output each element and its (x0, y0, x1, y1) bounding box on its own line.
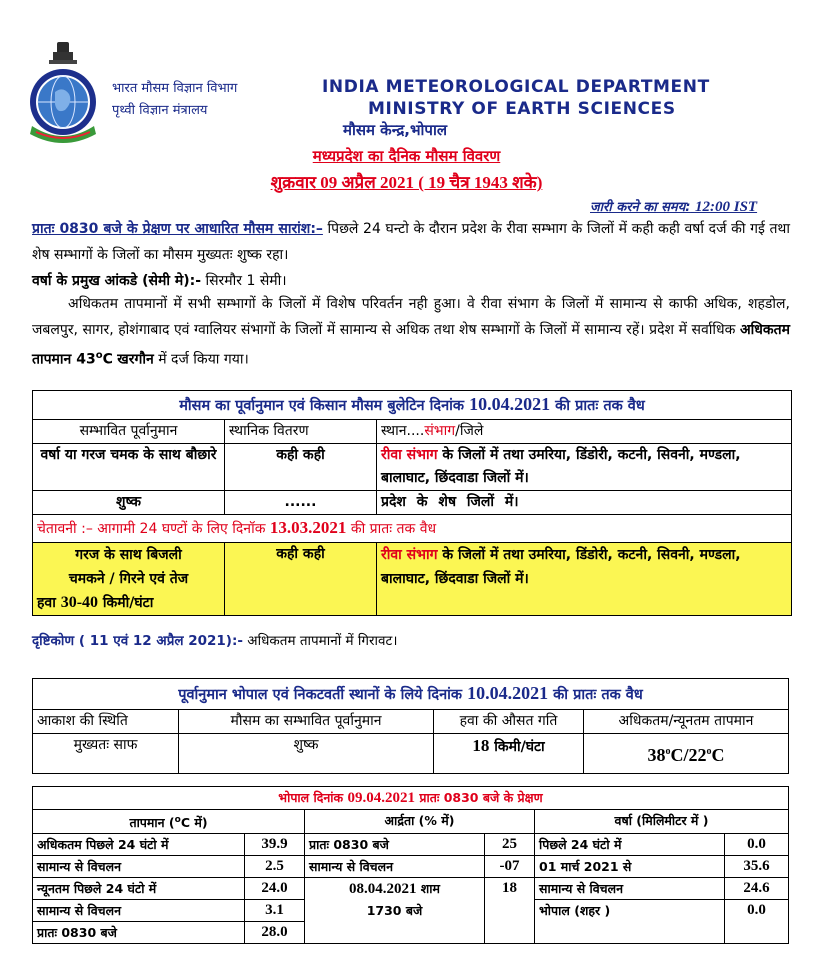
table-row (33, 878, 789, 900)
place-cell (377, 444, 792, 491)
place-cell: प्रदेश के शेष जिलों में। (377, 491, 792, 515)
rain-value: 0.0 (725, 900, 789, 944)
header-temperature (33, 810, 305, 834)
rain-label: सामान्य से विचलन (535, 878, 725, 900)
warning-title (33, 515, 792, 543)
header-distribution: स्थानिक वितरण (225, 420, 377, 444)
warning-division: रीवा संभाग (381, 547, 438, 563)
city-forecast-table (32, 678, 789, 774)
obs-title-suffix: प्रातः 0830 बजे के प्रेक्षण (415, 790, 543, 805)
city-title-text: पूर्वानुमान भोपाल एवं निकटवर्ती स्थानों के लिये दिनांक (178, 687, 468, 703)
warning-line3-a: हवा (37, 595, 61, 611)
celsius-unit: C (102, 351, 113, 368)
summary-heading: प्रातः 0830 बजे के प्रेक्षण पर आधारित मौसम सारांश:– (32, 221, 323, 237)
rainfall-text: सिरमौर 1 सेमी। (201, 273, 287, 289)
header-temperature: अधिकतम/न्यूनतम तापमान (584, 710, 789, 734)
forecast-title-date: 10.04.2021 (469, 394, 551, 414)
celsius-unit: C (711, 745, 725, 765)
warning-place-cell (377, 543, 792, 616)
rainfall-heading: वर्षा के प्रमुख आंकडे (सेमी मे):- (32, 273, 202, 289)
warning-suffix: की प्रातः तक वैध (346, 521, 437, 537)
obs-title (33, 787, 789, 810)
temp-label: न्यूनतम पिछले 24 घंटो में (33, 878, 245, 900)
header-place (377, 420, 792, 444)
obs-header-row (33, 810, 789, 834)
header-place-b: संभाग (424, 423, 456, 439)
rain-label: पिछले 24 घंटो में (535, 834, 725, 856)
city-title-row (33, 679, 789, 710)
temp-separator: / (683, 745, 689, 765)
wind-value (434, 734, 584, 774)
issue-time-label: जारी करने का समय: (590, 200, 691, 215)
header-humidity: आर्द्रता (% में) (305, 810, 535, 834)
outlook-text: अधिकतम तापमानों में गिरावट। (242, 633, 398, 649)
rain-label: भोपाल (शहर ) (535, 900, 725, 944)
obs-title-text: भोपाल दिनांक (278, 790, 348, 805)
header-wind: हवा की औसत गति (434, 710, 584, 734)
outlook-heading: दृष्टिकोण ( 11 एवं 12 अप्रैल 2021):- (32, 633, 243, 649)
forecast-title-suffix: की प्रातः तक वैध (550, 398, 645, 414)
issue-time (590, 197, 757, 216)
humidity-evening-label (305, 878, 485, 944)
header-rainfall: वर्षा (मिलिमीटर में ) (535, 810, 789, 834)
warning-text: चेतावनी :– आगामी 24 घण्टों के लिए दिनॉक (37, 521, 270, 537)
celsius-unit: C (180, 815, 190, 831)
forecast-header-row (33, 420, 792, 444)
temp-value: 24.0 (245, 878, 305, 900)
hindi-department-name (112, 78, 237, 122)
temp-label: प्रातः 0830 बजे (33, 922, 245, 944)
table-row (33, 734, 789, 774)
city-title (33, 679, 789, 710)
degree-symbol: o (706, 746, 712, 757)
temp-value: 28.0 (245, 922, 305, 944)
header-sky: आकाश की स्थिति (33, 710, 179, 734)
humidity-value: -07 (485, 856, 535, 878)
hindi-ministry-line: पृथ्वी विज्ञान मंत्रालय (112, 103, 208, 118)
degree-symbol: o (665, 746, 671, 757)
celsius-unit: C (670, 745, 684, 765)
temp-label: अधिकतम पिछले 24 घंटो में (33, 834, 245, 856)
distribution-cell: कही कही (225, 444, 377, 491)
temp-label: सामान्य से विचलन (33, 900, 245, 922)
max-temp: 38 (647, 745, 666, 765)
humidity-evening-word: शाम (416, 881, 441, 897)
temp-value: 39.9 (245, 834, 305, 856)
warning-title-row (33, 515, 792, 543)
table-row (33, 834, 789, 856)
temperature-value (584, 734, 789, 774)
warning-line3-c: किमी/घंटा (98, 595, 154, 611)
rain-value: 35.6 (725, 856, 789, 878)
warning-row (33, 543, 792, 616)
warning-forecast-cell (33, 543, 225, 616)
warning-line3 (37, 591, 220, 615)
max-temp-place: खरगौन (117, 351, 154, 368)
rain-label: 01 मार्च 2021 से (535, 856, 725, 878)
humidity-evening-time: 1730 बजे (366, 903, 423, 919)
min-temp: 22 (688, 745, 707, 765)
table-row (33, 856, 789, 878)
forecast-title (33, 391, 792, 420)
city-header-row (33, 710, 789, 734)
humidity-label: प्रातः 0830 बजे (305, 834, 485, 856)
bulletin-title: मध्यप्रदेश का दैनिक मौसम विवरण (312, 147, 501, 165)
warning-districts: के जिलों में तथा उमरिया, डिंडोरी, कटनी, सिवनी, मण्डला, बालाघाट, छिंदवाडा जिलों में। (381, 547, 741, 587)
observation-table (32, 786, 789, 944)
temp-value: 2.5 (245, 856, 305, 878)
temperature-text-end: में दर्ज किया गया। (153, 351, 249, 368)
table-row (33, 491, 792, 515)
forecast-title-row (33, 391, 792, 420)
warning-distribution: कही कही (225, 543, 377, 616)
warning-date: 13.03.2021 (269, 518, 347, 537)
header-forecast: मौसम का सम्भावित पूर्वानुमान (179, 710, 434, 734)
forecast-cell: वर्षा या गरज चमक के साथ बौछारे (33, 444, 225, 491)
sky-value: मुख्यतः साफ (33, 734, 179, 774)
humidity-label: सामान्य से विचलन (305, 856, 485, 878)
issue-time-value: 12:00 IST (694, 199, 758, 215)
degree-symbol: o (174, 815, 181, 825)
forecast-value: शुष्क (179, 734, 434, 774)
rain-value: 0.0 (725, 834, 789, 856)
humidity-evening-date: 08.04.2021 (348, 881, 417, 898)
summary-text: पिछले 24 घन्टो के दौरान प्रदेश के रीवा सम्भाग के जिलों में कही कही वर्षा दर्ज की गई तथा शेष सम्भागों के जिलों का मौसम मुख्यतः शुष्क रहा। (32, 221, 790, 263)
forecast-table (32, 390, 792, 616)
forecast-cell: शुष्क (33, 491, 225, 515)
outlook (32, 631, 397, 649)
header-place-a: स्थान.... (381, 423, 425, 439)
imd-emblem-logo (22, 40, 104, 144)
header-forecast: सम्भावित पूर्वानुमान (33, 420, 225, 444)
rain-value: 24.6 (725, 878, 789, 900)
city-title-date: 10.04.2021 (467, 683, 549, 703)
table-row (33, 444, 792, 491)
weather-summary (32, 216, 790, 268)
warning-line2: चमकने / गिरने एवं तेज (68, 571, 189, 587)
humidity-value: 25 (485, 834, 535, 856)
city-title-suffix: की प्रातः तक वैध (548, 687, 643, 703)
bulletin-date: शुक्रवार 09 अप्रैल 2021 ( 19 चैत्र 1943 शके) (270, 173, 543, 192)
temp-head-a: तापमान ( (129, 815, 175, 831)
header-place-c: /जिले (455, 423, 484, 439)
obs-title-date: 09.04.2021 (347, 790, 415, 806)
distribution-cell: ...... (225, 491, 377, 515)
wind-unit: किमी/घंटा (489, 739, 545, 755)
department-title: INDIA METEOROLOGICAL DEPARTMENT (322, 77, 710, 97)
temperature-text: अधिकतम तापमानों में सभी सम्भागों के जिलों में विशेष परिवर्तन नही हुआ। वे रीवा संभाग के जिलों में सामान्य से काफी अधिक, शहडोल, जबलपुर, सागर, होशंगाबाद एवं ग्वालियर संभागों के जिलों में सामान्य से अधिक तथा शेष सम्भागों के जिलों में सामान्य रहें। प्रदेश में सर्वाधिक (32, 296, 790, 338)
ministry-title: MINISTRY OF EARTH SCIENCES (368, 99, 676, 119)
warning-line1: गरज के साथ बिजली (75, 547, 182, 563)
wind-speed: 18 (472, 736, 490, 755)
warning-wind-speed: 30-40 (60, 594, 99, 611)
place-districts: के जिलों में तथा उमरिया, डिंडोरी, कटनी, सिवनी, मण्डला, बालाघाट, छिंदवाडा जिलों में। (381, 447, 741, 486)
temperature-summary (32, 291, 790, 373)
place-division: रीवा संभाग (381, 447, 438, 463)
max-temperature: अधिकतम तापमान 43 (32, 322, 790, 368)
temp-head-b: में) (190, 815, 208, 831)
forecast-title-text: मौसम का पूर्वानुमान एवं किसान मौसम बुलेटिन दिनांक (179, 398, 470, 414)
hindi-dept-line1: भारत मौसम विज्ञान विभाग (112, 81, 238, 96)
centre-name: मौसम केन्द्र,भोपाल (343, 121, 448, 139)
temp-value: 3.1 (245, 900, 305, 922)
obs-title-row (33, 787, 789, 810)
temp-label: सामान्य से विचलन (33, 856, 245, 878)
humidity-value: 18 (485, 878, 535, 944)
degree-symbol: o (95, 350, 103, 361)
